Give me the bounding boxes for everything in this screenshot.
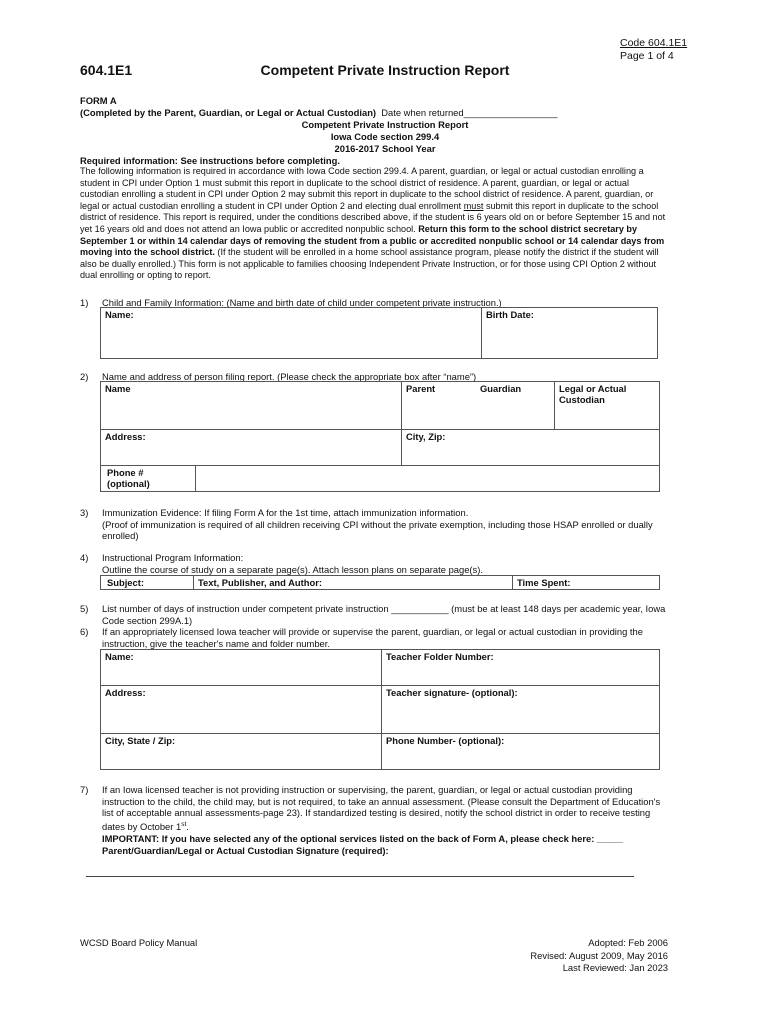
date-returned[interactable]: Date when returned__________________: [381, 107, 558, 118]
center-heading-2: Iowa Code section 299.4: [330, 131, 440, 142]
filer-city-zip-field[interactable]: City, Zip:: [402, 430, 660, 466]
completed-by-line: [80, 107, 557, 119]
teacher-address-field[interactable]: Address:: [101, 686, 382, 734]
section-2-text: Name and address of person filing report. (Please check the appropriate box after “name”): [102, 371, 477, 382]
section-6-num: 6): [80, 626, 89, 637]
signature-line[interactable]: [86, 876, 634, 877]
child-info-table: [100, 307, 658, 359]
completed-by: (Completed by the Parent, Guardian, or Legal or Actual Custodian): [80, 107, 377, 118]
must-underlined: must: [463, 200, 484, 211]
title-number: 604.1E1: [80, 62, 133, 78]
filer-address-field[interactable]: Address:: [101, 430, 402, 466]
parent-checkbox-label[interactable]: Parent: [402, 382, 477, 430]
form-label: FORM A: [80, 95, 117, 106]
teacher-name-field[interactable]: Name:: [101, 650, 382, 686]
teacher-city-field[interactable]: City, State / Zip:: [101, 734, 382, 770]
section-4-text: Instructional Program Information: Outline the course of study on a separate page(s). Attach lesson plans on separate page(s).: [102, 552, 483, 575]
revised-date: Revised: August 2009, May 2016: [530, 949, 668, 961]
center-heading-1: Competent Private Instruction Report: [301, 119, 469, 130]
section-3-text: Immunization Evidence: If filing Form A for the 1st time, attach immunization information. (Proof of immunization is required of all children receiving CPI without the private exemption, including those HSAP enrolled or dually enrolled): [102, 507, 653, 542]
section-7-num: 7): [80, 784, 89, 795]
custodian-checkbox-label[interactable]: Legal or Actual Custodian: [555, 382, 660, 430]
return-deadline: Return this form to the school district secretary by September 1 or within 14 calendar days of removing the student from a public or accredited nonpublic school or 14 calendar days from moving into the school district.: [80, 223, 665, 258]
phone-table: [100, 465, 660, 492]
teacher-info-table: [100, 649, 660, 770]
birth-date-field[interactable]: Birth Date:: [482, 308, 658, 359]
page-title: [0, 62, 770, 78]
teacher-phone-field[interactable]: Phone Number- (optional):: [382, 734, 660, 770]
custodian-signature-label: Parent/Guardian/Legal or Actual Custodian Signature (required):: [102, 844, 389, 856]
page-number: Page 1 of 4: [620, 50, 674, 62]
filer-info-table: [100, 381, 660, 466]
policy-code: Code 604.1E1: [620, 37, 688, 49]
policy-code-block: [620, 37, 687, 63]
time-spent-header: Time Spent:: [513, 576, 660, 590]
footer-dates: [520, 937, 668, 975]
important-note: IMPORTANT: If you have selected any of the optional services listed on the back of Form A, please check here: _____: [102, 832, 623, 844]
child-name-field[interactable]: Name:: [101, 308, 482, 359]
adopted-date: Adopted: Feb 2006: [588, 937, 668, 948]
section-4-num: 4): [80, 552, 89, 563]
instructions-paragraph: The following information is required in accordance with Iowa Code section 299.4. A parent, guardian, or legal or actual custodian enrolling a student in CPI under Option 1 must submit this report in duplicate to the school district of residence. A parent, guardian, or legal or actual custodian enrolling a student in CPI under Option 2 may submit this report in duplicate to the school district of residence. A parent, guardian, or legal or actual custodian enrolling a student in CPI under Option 2 and electing dual enrollment must submit this report in duplicate to the school district of residence. This report is required, under the conditions described above, if the student is 6 years old on or before September 15 and not yet 16 years old and does not attend an Iowa public or accredited nonpublic school. Return this form to the school district secretary by September 1 or within 14 calendar days of removing the student from a public or accredited nonpublic school or 14 calendar days from moving into the school district. (If the student will be enrolled in a home school assistance program, please notify the district if the student will also be dually enrolled.) This form is not applicable to families choosing Independent Private Instruction, or for those using CPI Option 2 without dual enrolling or opting to report.: [80, 166, 666, 281]
section-7-text: If an Iowa licensed teacher is not providing instruction or supervising, the parent, guardian, or legal or actual custodian providing instruction to the child, the child may, but is not required, to take an annual assessment. (Please consult the Department of Education's list of acceptable annual assessments-page 23). If standardized testing is desired, notify the school district in order to receive testing dates by October 1st. IMPORTANT: If you have selected any of the optional services listed on the back of Form A, please check here: _____ Parent/Guardian/Legal or Actual Custodian Signature (required):: [102, 784, 670, 856]
phone-label: Phone # (optional): [101, 466, 196, 492]
teacher-signature-field[interactable]: Teacher signature- (optional):: [382, 686, 660, 734]
section-5-text: List number of days of instruction under competent private instruction ___________ (must be at least 148 days per academic year, Iowa Code section 299A.1): [102, 603, 666, 626]
program-table: [100, 575, 660, 590]
center-heading-3: 2016-2017 School Year: [334, 143, 436, 154]
required-info: Required information: See instructions before completing.: [80, 155, 340, 166]
subject-header: Subject:: [101, 576, 194, 590]
section-1-num: 1): [80, 297, 89, 308]
section-5-num: 5): [80, 603, 89, 614]
title-text: Competent Private Instruction Report: [260, 62, 510, 78]
section-6-text: If an appropriately licensed Iowa teacher will provide or supervise the parent, guardian, or legal or actual custodian in providing the instruction, give the teacher's name and folder number.: [102, 626, 643, 649]
reviewed-date: Last Reviewed: Jan 2023: [562, 962, 668, 973]
footer-manual: WCSD Board Policy Manual: [80, 937, 198, 948]
section-2-num: 2): [80, 371, 89, 382]
phone-field[interactable]: [196, 466, 660, 492]
teacher-folder-field[interactable]: Teacher Folder Number:: [382, 650, 660, 686]
filer-name-field[interactable]: Name: [101, 382, 402, 430]
section-3-num: 3): [80, 507, 89, 518]
section-1-text: Child and Family Information: (Name and birth date of child under competent private instruction.): [102, 297, 502, 308]
guardian-checkbox-label[interactable]: Guardian: [476, 382, 555, 430]
text-publisher-header: Text, Publisher, and Author:: [194, 576, 513, 590]
